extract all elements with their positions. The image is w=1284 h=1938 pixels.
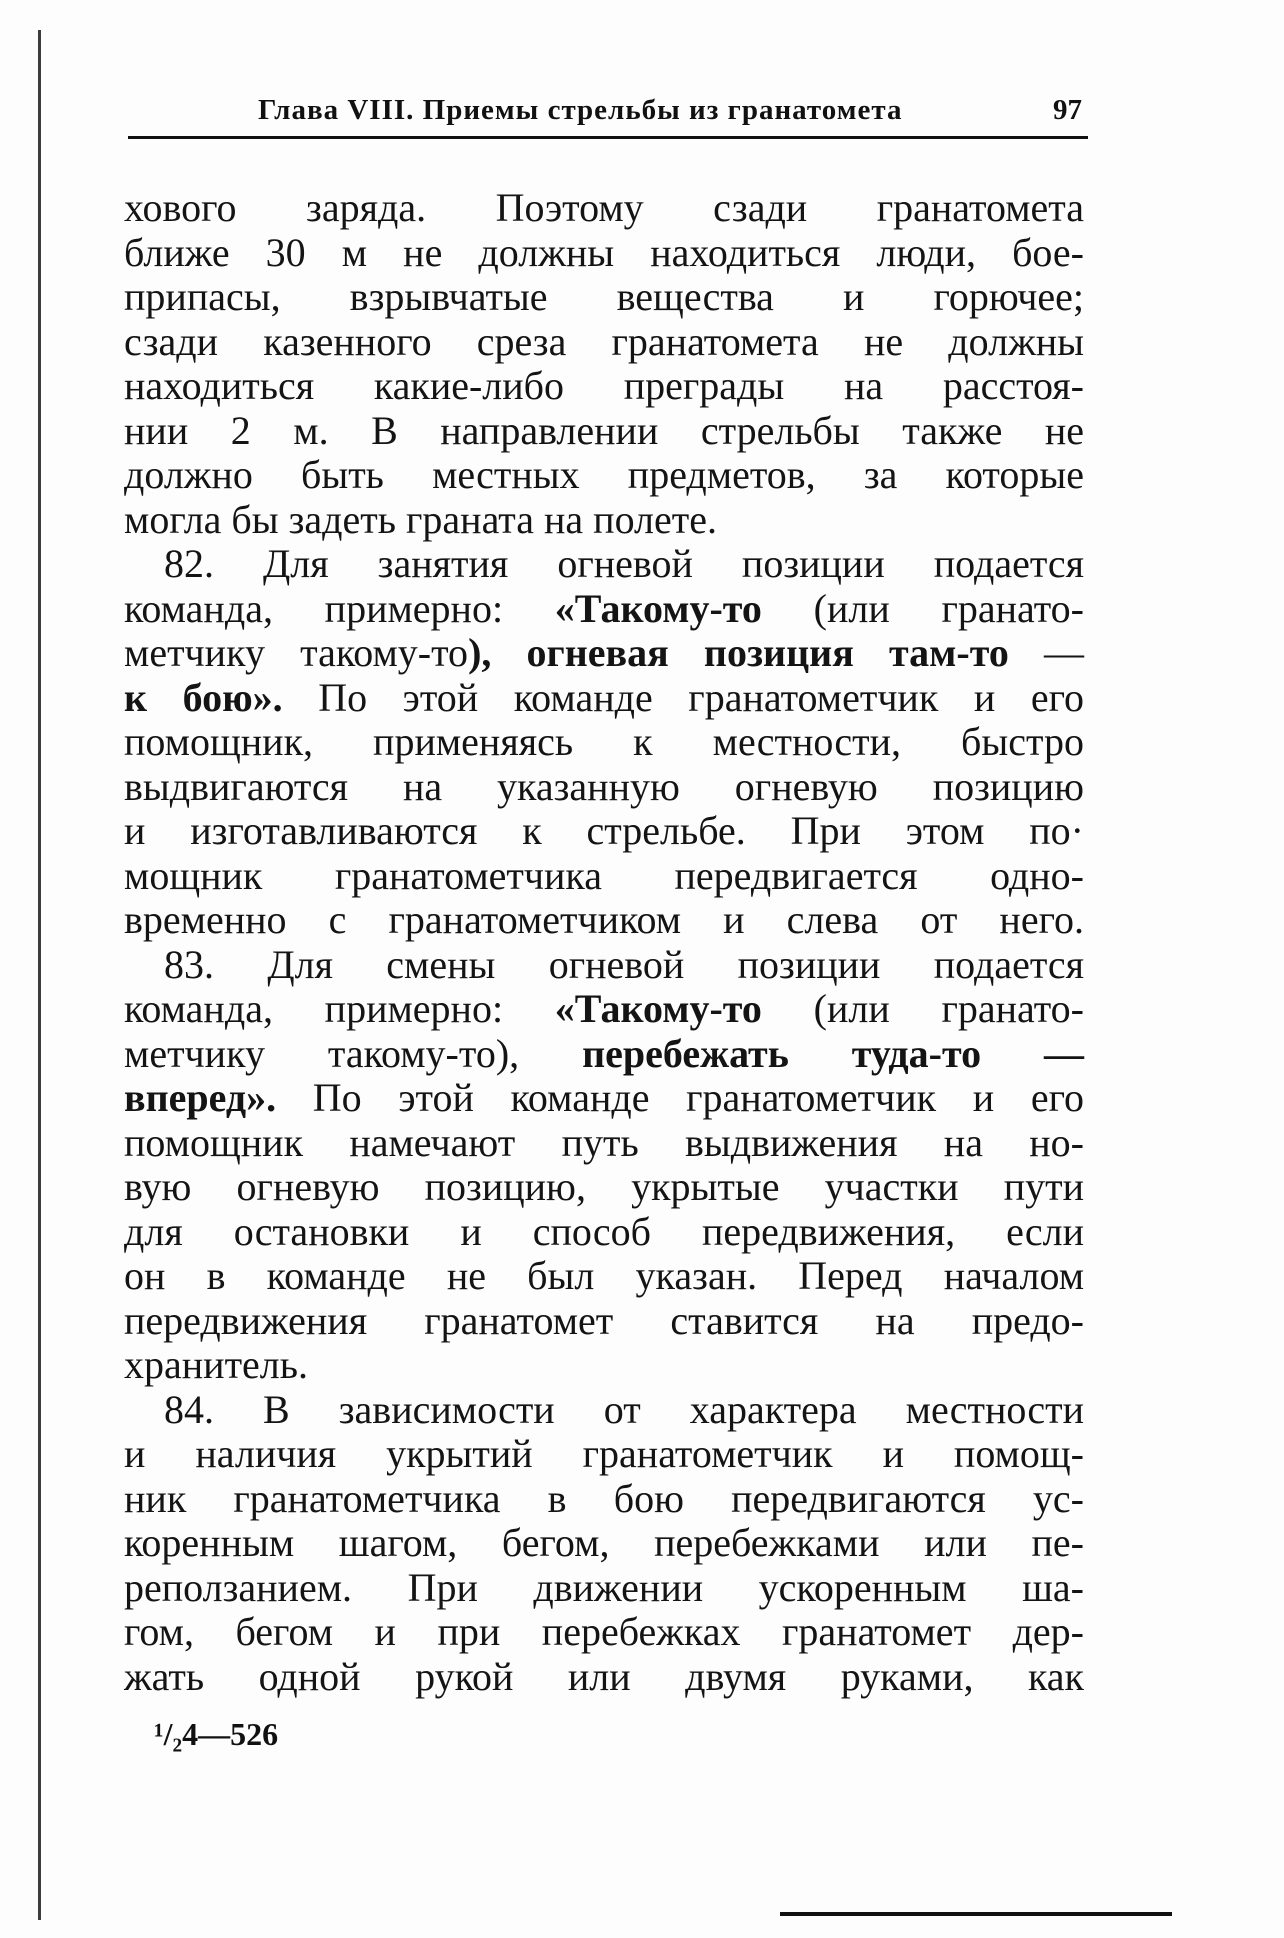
text-fragment: передвижения гранатомет ставится на предо-	[124, 1297, 1084, 1343]
bold-text-fragment: ), огневая позиция там-то	[468, 630, 1009, 675]
text-fragment: команда, примерно:	[124, 986, 555, 1031]
text-fragment: для остановки и способ передвижения, если	[124, 1208, 1084, 1254]
text-line	[124, 498, 1084, 543]
text-fragment: 84. В зависимости от характера местности	[164, 1386, 1084, 1432]
text-fragment: По этой команде гранатометчик и его	[276, 1075, 1084, 1120]
text-line	[124, 1432, 1084, 1477]
text-line	[124, 676, 1084, 721]
text-line	[124, 409, 1084, 454]
text-fragment: —	[1008, 630, 1084, 675]
text-line	[124, 1343, 1084, 1388]
text-fragment: мощник гранатометчика передвигается одно-	[124, 852, 1084, 898]
running-title: Глава VIII. Приемы стрельбы из гранатомета	[258, 94, 903, 126]
text-fragment: ник гранатометчика в бою передвигаются ус-	[124, 1475, 1084, 1521]
text-line	[124, 275, 1084, 320]
text-fragment: помощник намечают путь выдвижения на но-	[124, 1119, 1084, 1165]
text-fragment: и изготавливаются к стрельбе. При этом по·	[124, 808, 1084, 853]
printer-signature: ¹/₂4—526	[154, 1716, 279, 1752]
text-line	[124, 1076, 1084, 1121]
text-fragment: хового заряда. Поэтому сзади гранатомета	[124, 185, 1084, 230]
text-fragment: могла бы задеть граната на полете.	[124, 496, 718, 542]
scan-edge-line	[38, 30, 41, 1920]
text-fragment: нии 2 м. В направлении стрельбы также не	[124, 407, 1084, 453]
text-line	[124, 1165, 1084, 1210]
text-fragment: метчику	[124, 630, 301, 675]
text-line	[124, 231, 1084, 276]
text-line	[124, 1655, 1084, 1700]
text-fragment: 83. Для смены огневой позиции подается	[164, 941, 1084, 987]
text-fragment: помощник, применяясь к местности, быстро	[124, 719, 1084, 764]
text-line	[124, 364, 1084, 409]
text-fragment: выдвигаются на указанную огневую позицию	[124, 763, 1084, 809]
text-fragment: 82. Для занятия огневой позиции подается	[164, 541, 1084, 586]
text-fragment: вую огневую позицию, укрытые участки пути	[124, 1164, 1084, 1209]
text-fragment: и наличия укрытий гранатометчик и помощ-	[124, 1431, 1084, 1476]
text-fragment: По этой команде гранатометчик и его	[282, 674, 1084, 720]
text-fragment: команда, примерно:	[124, 585, 555, 631]
text-line	[124, 186, 1084, 231]
text-fragment: сзади казенного среза гранатомета не должны	[124, 318, 1084, 364]
text-line	[124, 720, 1084, 765]
text-line	[124, 320, 1084, 365]
text-fragment: такому-то	[300, 630, 469, 675]
text-line	[124, 587, 1084, 632]
text-fragment: (или гранато-	[761, 585, 1085, 631]
text-fragment: (или гранато-	[761, 986, 1085, 1031]
text-line	[124, 631, 1084, 676]
text-line	[124, 1032, 1084, 1077]
text-line	[124, 542, 1084, 587]
text-fragment: он в команде не был указан. Перед началом	[124, 1253, 1084, 1298]
bold-text-fragment: перебежать туда-то —	[582, 1030, 1084, 1076]
text-line	[124, 1121, 1084, 1166]
text-fragment: хранитель.	[124, 1342, 309, 1387]
text-line	[124, 1254, 1084, 1299]
bold-text-fragment: «Такому-то	[554, 986, 762, 1031]
text-line	[124, 765, 1084, 810]
text-line	[124, 987, 1084, 1032]
text-fragment: реползанием. При движении ускоренным ша-	[124, 1564, 1084, 1610]
text-line	[124, 1566, 1084, 1611]
text-line	[124, 1388, 1084, 1433]
text-line	[124, 1299, 1084, 1344]
text-fragment: метчику такому-то),	[124, 1030, 583, 1076]
text-fragment: жать одной рукой или двумя руками, как	[124, 1653, 1084, 1699]
text-fragment: коренным шагом, бегом, перебежками или пе-	[124, 1520, 1084, 1565]
text-line	[124, 453, 1084, 498]
footer-rule	[780, 1912, 1172, 1916]
bold-text-fragment: «Такому-то	[554, 585, 762, 631]
bold-text-fragment: к бою».	[124, 674, 283, 720]
text-line	[124, 809, 1084, 854]
bold-text-fragment: вперед».	[124, 1075, 277, 1120]
text-line	[124, 1477, 1084, 1522]
text-fragment: ближе 30 м не должны находиться люди, бое-	[124, 229, 1084, 275]
text-line	[124, 1210, 1084, 1255]
text-fragment: находиться какие-либо преграды на расстоя-	[124, 363, 1084, 408]
page-header	[128, 90, 1088, 139]
text-fragment: припасы, взрывчатые вещества и горючее;	[124, 274, 1084, 319]
text-line	[124, 943, 1084, 988]
text-fragment: должно быть местных предметов, за которые	[124, 452, 1084, 497]
text-line	[124, 1521, 1084, 1566]
text-fragment: временно с гранатометчиком и слева от него.	[124, 897, 1084, 942]
text-line	[124, 854, 1084, 899]
body-text	[124, 186, 1084, 1699]
text-line	[124, 898, 1084, 943]
text-line	[124, 1610, 1084, 1655]
text-fragment: гом, бегом и при перебежках гранатомет дер-	[124, 1609, 1084, 1654]
page-number: 97	[1053, 94, 1082, 126]
